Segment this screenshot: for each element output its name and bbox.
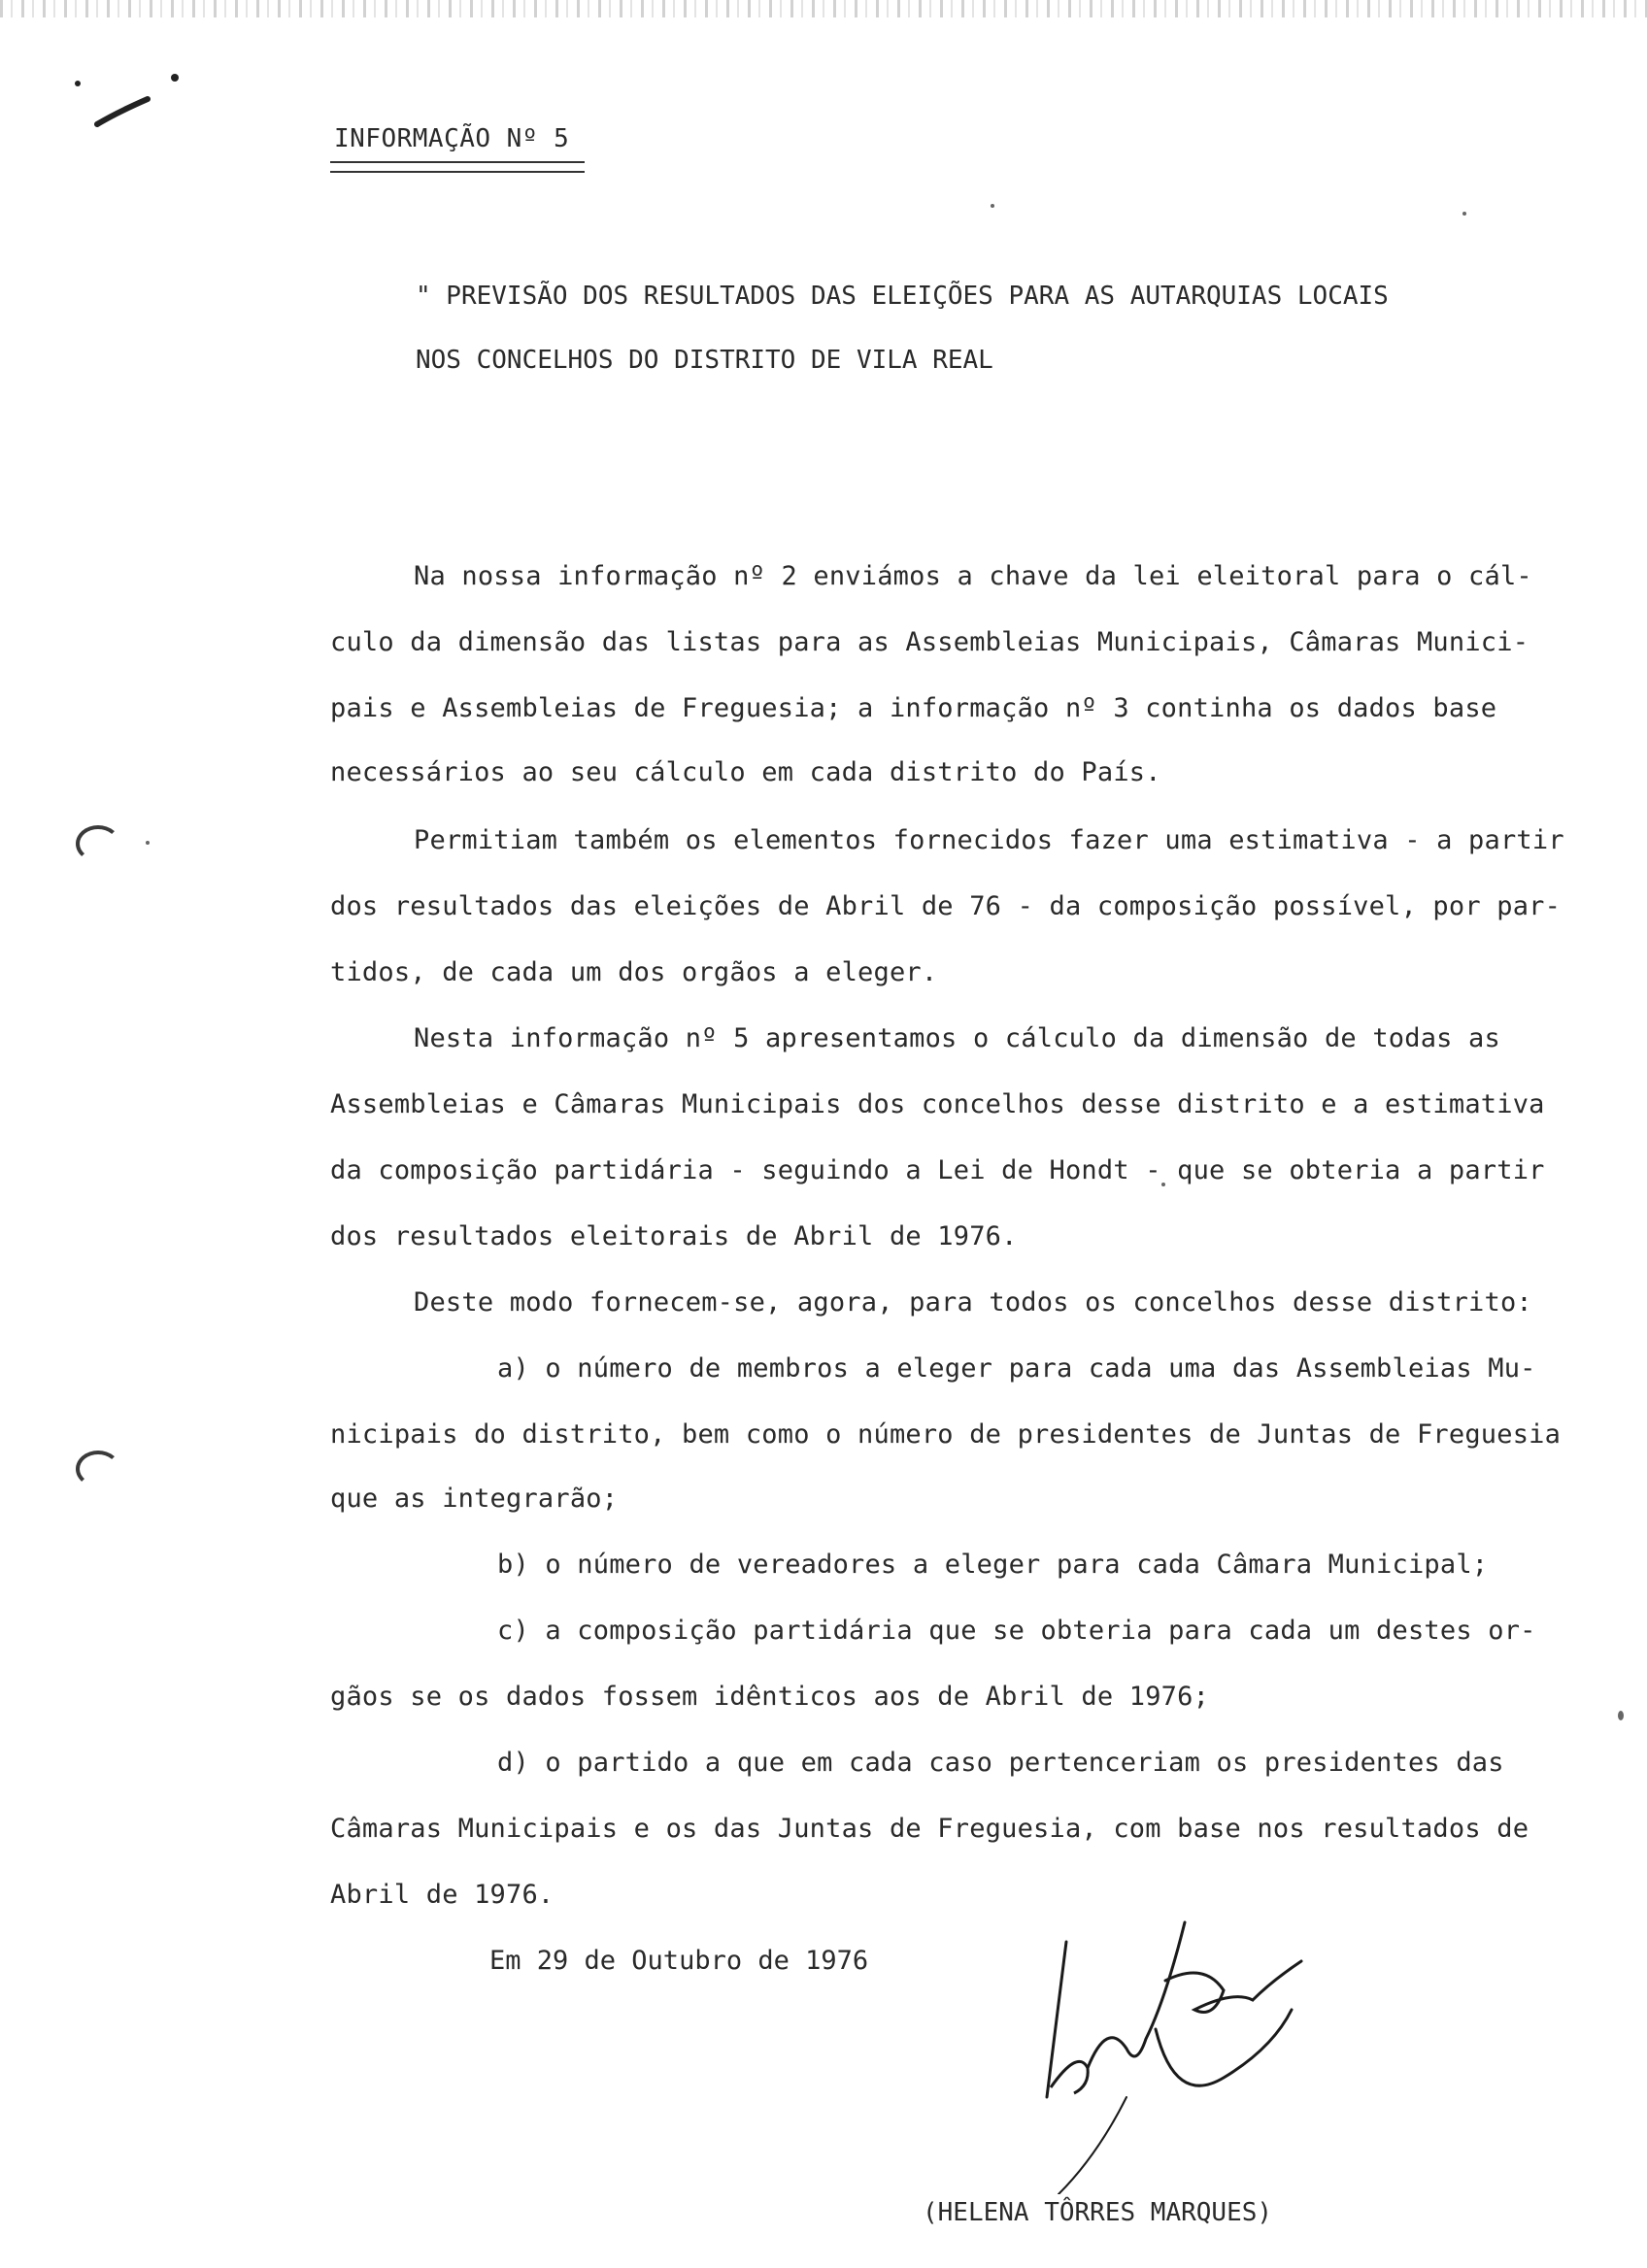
body-line: que as integrarão; (330, 1484, 619, 1514)
scan-edge-noise (0, 0, 1647, 17)
heading-underline (330, 171, 585, 173)
body-line: gãos se os dados fossem idênticos aos de Abril de 1976; (330, 1682, 1210, 1712)
list-item-b: b) o número de vereadores a eleger para cada Câmara Municipal; (497, 1550, 1489, 1580)
list-item-a: a) o número de membros a eleger para cada uma das Assembleias Mu- (497, 1353, 1536, 1384)
scan-speck (1462, 212, 1466, 216)
list-item-c: c) a composição partidária que se obteria para cada um destes or- (497, 1616, 1536, 1646)
body-line: Assembleias e Câmaras Municipais dos concelhos desse distrito e a estimativa (330, 1089, 1545, 1119)
body-line: pais e Assembleias de Freguesia; a informação nº 3 continha os dados base (330, 693, 1497, 723)
body-line: necessários ao seu cálculo em cada distrito do País. (330, 757, 1161, 787)
binder-hole-top (76, 825, 120, 862)
document-date: Em 29 de Outubro de 1976 (489, 1946, 869, 1976)
margin-ink-mark (58, 58, 194, 155)
body-line: Abril de 1976. (330, 1880, 555, 1910)
body-line: Na nossa informação nº 2 enviámos a chave da lei eleitoral para o cál- (414, 561, 1532, 591)
scan-speck (1618, 1711, 1624, 1720)
heading-underline (330, 161, 585, 163)
list-item-d: d) o partido a que em cada caso pertenceriam os presidentes das (497, 1748, 1504, 1778)
body-line: nicipais do distrito, bem como o número de presidentes de Juntas de Freguesia (330, 1419, 1562, 1450)
binder-hole-bottom (76, 1451, 120, 1487)
body-line: Deste modo fornecem-se, agora, para todos os concelhos desse distrito: (414, 1287, 1532, 1317)
title-line: " PREVISÃO DOS RESULTADOS DAS ELEIÇÕES PARA AS AUTARQUIAS LOCAIS (416, 282, 1389, 311)
body-line: da composição partidária - seguindo a Lei de Hondt - que se obteria a partir (330, 1155, 1545, 1185)
body-line: tidos, de cada um dos orgãos a eleger. (330, 957, 938, 987)
body-line: dos resultados das eleições de Abril de 76 - da composição possível, por par- (330, 891, 1562, 921)
body-line: dos resultados eleitorais de Abril de 1976. (330, 1221, 1018, 1251)
document-heading: INFORMAÇÃO Nº 5 (334, 124, 570, 153)
body-line: Nesta informação nº 5 apresentamos o cálculo da dimensão de todas as (414, 1023, 1500, 1053)
scan-speck (991, 204, 994, 208)
scan-speck (146, 841, 150, 845)
body-line: Câmaras Municipais e os das Juntas de Freguesia, com base nos resultados de (330, 1814, 1529, 1844)
handwritten-signature (981, 1903, 1321, 2194)
body-line: culo da dimensão das listas para as Assembleias Municipais, Câmaras Munici- (330, 627, 1529, 657)
signer-name: (HELENA TÔRRES MARQUES) (923, 2198, 1273, 2227)
body-line: Permitiam também os elementos fornecidos fazer uma estimativa - a partir (414, 825, 1564, 855)
title-line: NOS CONCELHOS DO DISTRITO DE VILA REAL (416, 346, 993, 375)
